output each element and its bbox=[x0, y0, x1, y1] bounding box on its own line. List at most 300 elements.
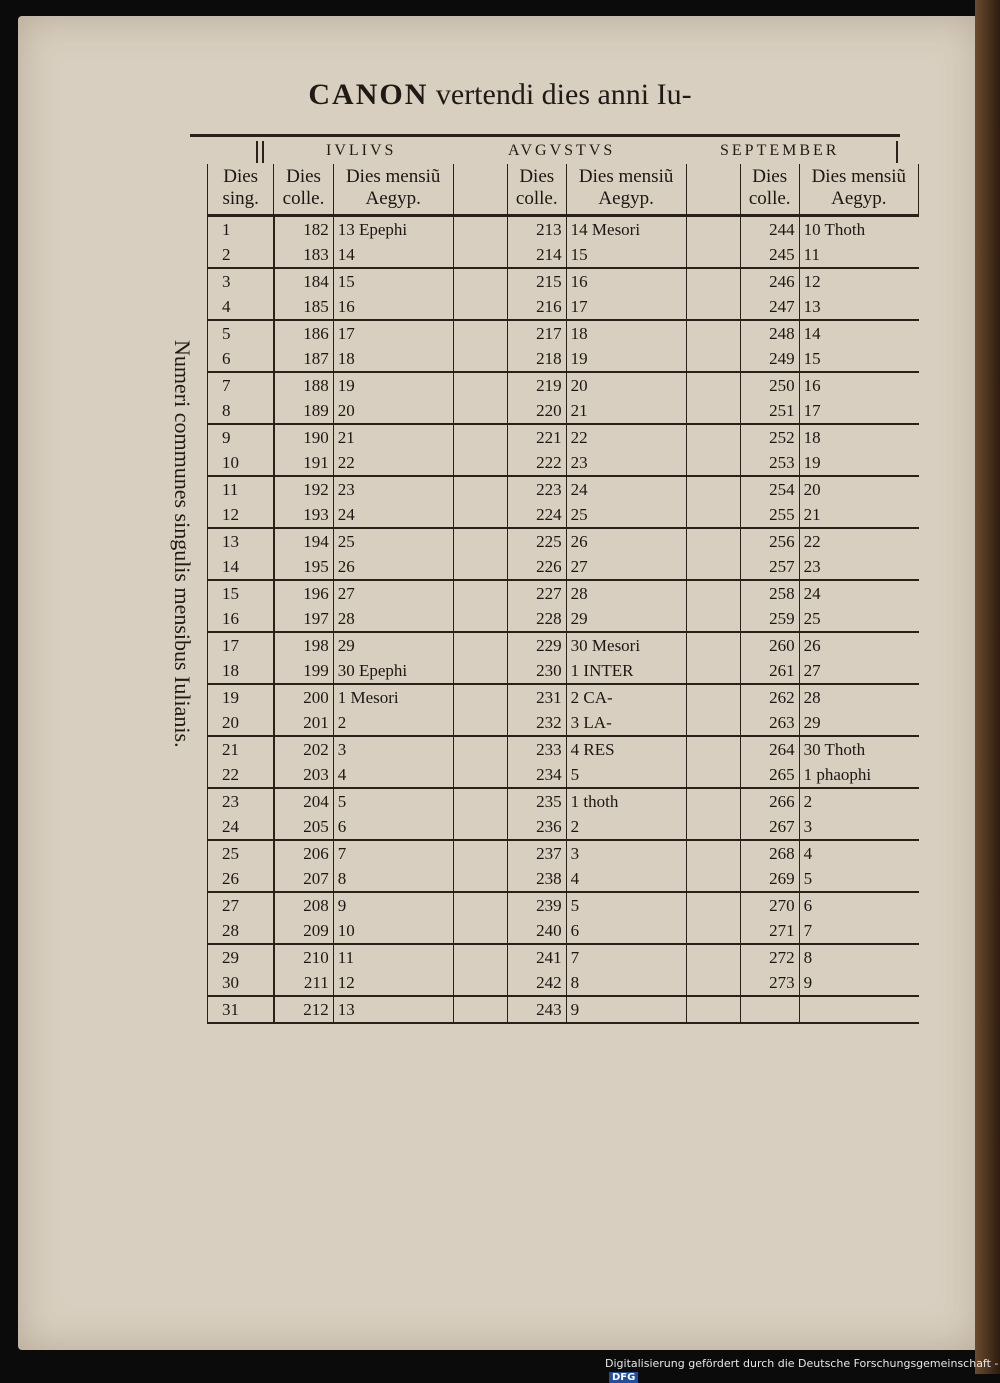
dies-sing-cell: 31 bbox=[208, 996, 274, 1023]
dies-colle-september-cell: 271 bbox=[740, 918, 799, 944]
dies-mensium-augustus-cell: 23 bbox=[566, 450, 686, 476]
dies-mensium-augustus-cell: 27 bbox=[566, 554, 686, 580]
gap-cell bbox=[686, 710, 740, 736]
gap-cell bbox=[453, 476, 507, 502]
gap-cell bbox=[453, 944, 507, 970]
dies-colle-augustus-cell: 221 bbox=[507, 424, 566, 450]
table-row bbox=[208, 684, 919, 710]
title-rest: vertendi dies anni Iu- bbox=[435, 78, 692, 111]
gap-cell bbox=[453, 242, 507, 268]
dies-sing-cell: 2 bbox=[208, 242, 274, 268]
dies-mensium-september-cell: 27 bbox=[799, 658, 918, 684]
dies-mensium-september-cell: 15 bbox=[799, 346, 918, 372]
dies-mensium-iulius-cell: 13 Epephi bbox=[333, 216, 453, 243]
gap-cell bbox=[453, 996, 507, 1023]
dies-colle-augustus-cell: 234 bbox=[507, 762, 566, 788]
dies-mensium-augustus-cell: 17 bbox=[566, 294, 686, 320]
dies-mensium-september-cell: 30 Thoth bbox=[799, 736, 918, 762]
dies-sing-cell: 18 bbox=[208, 658, 274, 684]
dies-mensium-september-cell: 23 bbox=[799, 554, 918, 580]
dies-mensium-augustus-cell: 3 bbox=[566, 840, 686, 866]
dies-colle-september-cell: 251 bbox=[740, 398, 799, 424]
table-row bbox=[208, 788, 919, 814]
dies-mensium-augustus-cell: 5 bbox=[566, 892, 686, 918]
dies-mensium-september-cell: 14 bbox=[799, 320, 918, 346]
dies-colle-iulius-cell: 198 bbox=[274, 632, 333, 658]
gap-cell bbox=[686, 268, 740, 294]
dies-mensium-iulius-cell: 20 bbox=[333, 398, 453, 424]
dies-colle-september-cell: 267 bbox=[740, 814, 799, 840]
dies-colle-augustus-cell: 232 bbox=[507, 710, 566, 736]
dies-colle-augustus-cell: 231 bbox=[507, 684, 566, 710]
table-row bbox=[208, 736, 919, 762]
dies-mensium-september-cell: 9 bbox=[799, 970, 918, 996]
dies-mensium-iulius-cell: 8 bbox=[333, 866, 453, 892]
gap-cell bbox=[453, 372, 507, 398]
dies-sing-cell: 22 bbox=[208, 762, 274, 788]
dies-colle-augustus-cell: 226 bbox=[507, 554, 566, 580]
gap-cell bbox=[686, 294, 740, 320]
gap-cell bbox=[686, 242, 740, 268]
dies-mensium-september-cell: 19 bbox=[799, 450, 918, 476]
table-row bbox=[208, 580, 919, 606]
dies-colle-september-cell: 254 bbox=[740, 476, 799, 502]
dies-mensium-augustus-cell: 14 Mesori bbox=[566, 216, 686, 243]
dies-colle-augustus-cell: 217 bbox=[507, 320, 566, 346]
dies-colle-september-cell: 260 bbox=[740, 632, 799, 658]
page-title bbox=[0, 78, 1000, 112]
table-row bbox=[208, 996, 919, 1023]
dies-mensium-iulius-cell: 7 bbox=[333, 840, 453, 866]
dies-mensium-iulius-cell: 26 bbox=[333, 554, 453, 580]
dies-mensium-september-cell: 24 bbox=[799, 580, 918, 606]
dies-sing-cell: 21 bbox=[208, 736, 274, 762]
dies-colle-september-cell: 264 bbox=[740, 736, 799, 762]
dies-mensium-iulius-cell: 22 bbox=[333, 450, 453, 476]
dies-colle-iulius-cell: 194 bbox=[274, 528, 333, 554]
gap-cell bbox=[453, 866, 507, 892]
gap-cell bbox=[686, 528, 740, 554]
dies-colle-september-cell: 246 bbox=[740, 268, 799, 294]
gap-cell bbox=[686, 450, 740, 476]
col-dies-mensium: Dies mensiũ Aegyp. bbox=[333, 164, 453, 216]
month-september: SEPTEMBER bbox=[720, 142, 840, 159]
dies-colle-september-cell: 261 bbox=[740, 658, 799, 684]
dies-colle-augustus-cell: 240 bbox=[507, 918, 566, 944]
dies-sing-cell: 6 bbox=[208, 346, 274, 372]
dies-colle-iulius-cell: 182 bbox=[274, 216, 333, 243]
dies-colle-iulius-cell: 186 bbox=[274, 320, 333, 346]
dies-mensium-iulius-cell: 9 bbox=[333, 892, 453, 918]
dies-mensium-iulius-cell: 17 bbox=[333, 320, 453, 346]
dies-colle-iulius-cell: 209 bbox=[274, 918, 333, 944]
dies-mensium-augustus-cell: 20 bbox=[566, 372, 686, 398]
footer-credit bbox=[605, 1357, 1000, 1383]
gap-cell bbox=[686, 346, 740, 372]
dies-mensium-augustus-cell: 7 bbox=[566, 944, 686, 970]
dies-colle-augustus-cell: 222 bbox=[507, 450, 566, 476]
dies-colle-september-cell: 244 bbox=[740, 216, 799, 243]
dies-mensium-september-cell: 18 bbox=[799, 424, 918, 450]
gap-cell bbox=[453, 450, 507, 476]
dies-mensium-iulius-cell: 19 bbox=[333, 372, 453, 398]
dies-mensium-iulius-cell: 3 bbox=[333, 736, 453, 762]
dies-sing-cell: 16 bbox=[208, 606, 274, 632]
dies-colle-augustus-cell: 227 bbox=[507, 580, 566, 606]
month-iulius: IVLIVS bbox=[326, 142, 397, 159]
dies-sing-cell: 14 bbox=[208, 554, 274, 580]
dies-mensium-iulius-cell: 10 bbox=[333, 918, 453, 944]
dies-mensium-iulius-cell: 1 Mesori bbox=[333, 684, 453, 710]
dies-mensium-september-cell: 25 bbox=[799, 606, 918, 632]
dies-mensium-september-cell: 28 bbox=[799, 684, 918, 710]
gap-cell bbox=[686, 762, 740, 788]
dies-sing-cell: 5 bbox=[208, 320, 274, 346]
dies-colle-september-cell: 265 bbox=[740, 762, 799, 788]
dies-colle-iulius-cell: 203 bbox=[274, 762, 333, 788]
dies-colle-iulius-cell: 210 bbox=[274, 944, 333, 970]
gap-cell bbox=[453, 658, 507, 684]
gap-cell bbox=[686, 372, 740, 398]
dies-mensium-september-cell: 20 bbox=[799, 476, 918, 502]
dies-colle-september-cell: 248 bbox=[740, 320, 799, 346]
table-row bbox=[208, 502, 919, 528]
col-gap bbox=[453, 164, 507, 216]
month-augustus: AVGVSTVS bbox=[508, 142, 616, 159]
month-divider bbox=[896, 141, 898, 163]
table-row bbox=[208, 242, 919, 268]
dies-colle-augustus-cell: 216 bbox=[507, 294, 566, 320]
dies-colle-iulius-cell: 201 bbox=[274, 710, 333, 736]
table-row bbox=[208, 866, 919, 892]
marginal-note: Numeri communes singulis mensibus Iulianis. bbox=[170, 340, 195, 748]
dies-mensium-iulius-cell: 30 Epephi bbox=[333, 658, 453, 684]
dies-sing-cell: 27 bbox=[208, 892, 274, 918]
dies-mensium-augustus-cell: 9 bbox=[566, 996, 686, 1023]
dies-sing-cell: 3 bbox=[208, 268, 274, 294]
gap-cell bbox=[453, 554, 507, 580]
gap-cell bbox=[453, 788, 507, 814]
dies-mensium-augustus-cell: 3 LA- bbox=[566, 710, 686, 736]
footer-text: Digitalisierung gefördert durch die Deutsche Forschungsgemeinschaft - bbox=[605, 1357, 999, 1370]
dies-colle-september-cell: 250 bbox=[740, 372, 799, 398]
dies-mensium-augustus-cell: 30 Mesori bbox=[566, 632, 686, 658]
dies-colle-augustus-cell: 223 bbox=[507, 476, 566, 502]
dies-colle-iulius-cell: 192 bbox=[274, 476, 333, 502]
table-row bbox=[208, 398, 919, 424]
gap-cell bbox=[453, 606, 507, 632]
dies-mensium-augustus-cell: 25 bbox=[566, 502, 686, 528]
table-row bbox=[208, 372, 919, 398]
dies-mensium-september-cell: 21 bbox=[799, 502, 918, 528]
dies-colle-iulius-cell: 199 bbox=[274, 658, 333, 684]
dies-mensium-augustus-cell: 5 bbox=[566, 762, 686, 788]
dies-mensium-iulius-cell: 14 bbox=[333, 242, 453, 268]
dies-sing-cell: 8 bbox=[208, 398, 274, 424]
dies-colle-augustus-cell: 243 bbox=[507, 996, 566, 1023]
gap-cell bbox=[686, 892, 740, 918]
dies-mensium-augustus-cell: 6 bbox=[566, 918, 686, 944]
dies-mensium-september-cell: 13 bbox=[799, 294, 918, 320]
table-row bbox=[208, 970, 919, 996]
dies-colle-iulius-cell: 184 bbox=[274, 268, 333, 294]
dies-mensium-september-cell bbox=[799, 996, 918, 1023]
table-row bbox=[208, 268, 919, 294]
dies-mensium-iulius-cell: 25 bbox=[333, 528, 453, 554]
dies-colle-september-cell: 253 bbox=[740, 450, 799, 476]
gap-cell bbox=[686, 944, 740, 970]
gap-cell bbox=[453, 502, 507, 528]
gap-cell bbox=[453, 710, 507, 736]
gap-cell bbox=[453, 736, 507, 762]
gap-cell bbox=[453, 892, 507, 918]
dies-colle-augustus-cell: 218 bbox=[507, 346, 566, 372]
dies-sing-cell: 20 bbox=[208, 710, 274, 736]
table-row bbox=[208, 476, 919, 502]
gap-cell bbox=[453, 632, 507, 658]
dies-colle-augustus-cell: 213 bbox=[507, 216, 566, 243]
dies-colle-augustus-cell: 233 bbox=[507, 736, 566, 762]
dies-mensium-augustus-cell: 8 bbox=[566, 970, 686, 996]
book-spine bbox=[975, 0, 1000, 1374]
table-row bbox=[208, 658, 919, 684]
dies-colle-september-cell: 268 bbox=[740, 840, 799, 866]
dies-sing-cell: 7 bbox=[208, 372, 274, 398]
gap-cell bbox=[686, 970, 740, 996]
gap-cell bbox=[686, 866, 740, 892]
dies-mensium-september-cell: 12 bbox=[799, 268, 918, 294]
dies-colle-september-cell: 252 bbox=[740, 424, 799, 450]
dies-mensium-iulius-cell: 2 bbox=[333, 710, 453, 736]
gap-cell bbox=[453, 424, 507, 450]
dies-colle-augustus-cell: 225 bbox=[507, 528, 566, 554]
gap-cell bbox=[686, 320, 740, 346]
gap-cell bbox=[686, 814, 740, 840]
gap-cell bbox=[686, 918, 740, 944]
dies-colle-augustus-cell: 219 bbox=[507, 372, 566, 398]
dies-colle-september-cell: 259 bbox=[740, 606, 799, 632]
dies-mensium-september-cell: 1 phaophi bbox=[799, 762, 918, 788]
dies-mensium-iulius-cell: 4 bbox=[333, 762, 453, 788]
dies-mensium-september-cell: 22 bbox=[799, 528, 918, 554]
dies-colle-augustus-cell: 215 bbox=[507, 268, 566, 294]
dies-colle-augustus-cell: 241 bbox=[507, 944, 566, 970]
dies-colle-augustus-cell: 230 bbox=[507, 658, 566, 684]
dies-colle-september-cell: 266 bbox=[740, 788, 799, 814]
dies-mensium-augustus-cell: 1 INTER bbox=[566, 658, 686, 684]
table-row bbox=[208, 918, 919, 944]
dies-sing-cell: 29 bbox=[208, 944, 274, 970]
dies-sing-cell: 4 bbox=[208, 294, 274, 320]
dies-sing-cell: 12 bbox=[208, 502, 274, 528]
dies-sing-cell: 11 bbox=[208, 476, 274, 502]
col-gap bbox=[686, 164, 740, 216]
month-divider bbox=[262, 141, 264, 163]
dies-mensium-augustus-cell: 29 bbox=[566, 606, 686, 632]
gap-cell bbox=[686, 736, 740, 762]
dies-colle-iulius-cell: 205 bbox=[274, 814, 333, 840]
dies-mensium-september-cell: 10 Thoth bbox=[799, 216, 918, 243]
dies-colle-iulius-cell: 197 bbox=[274, 606, 333, 632]
gap-cell bbox=[453, 320, 507, 346]
dies-colle-iulius-cell: 195 bbox=[274, 554, 333, 580]
table-row bbox=[208, 892, 919, 918]
dies-mensium-augustus-cell: 18 bbox=[566, 320, 686, 346]
dies-colle-september-cell: 273 bbox=[740, 970, 799, 996]
dies-colle-augustus-cell: 237 bbox=[507, 840, 566, 866]
dies-colle-iulius-cell: 206 bbox=[274, 840, 333, 866]
gap-cell bbox=[686, 788, 740, 814]
dies-colle-iulius-cell: 208 bbox=[274, 892, 333, 918]
dies-mensium-iulius-cell: 5 bbox=[333, 788, 453, 814]
dies-colle-september-cell: 256 bbox=[740, 528, 799, 554]
dies-mensium-augustus-cell: 19 bbox=[566, 346, 686, 372]
dies-colle-iulius-cell: 212 bbox=[274, 996, 333, 1023]
canon-table bbox=[207, 164, 919, 1024]
dies-mensium-iulius-cell: 16 bbox=[333, 294, 453, 320]
table-row bbox=[208, 216, 919, 243]
dies-mensium-september-cell: 8 bbox=[799, 944, 918, 970]
dies-colle-iulius-cell: 183 bbox=[274, 242, 333, 268]
dies-mensium-augustus-cell: 22 bbox=[566, 424, 686, 450]
gap-cell bbox=[453, 580, 507, 606]
dies-colle-september-cell: 249 bbox=[740, 346, 799, 372]
gap-cell bbox=[453, 294, 507, 320]
col-dies-mensium: Dies mensiũ Aegyp. bbox=[799, 164, 918, 216]
dies-sing-cell: 30 bbox=[208, 970, 274, 996]
dies-mensium-iulius-cell: 13 bbox=[333, 996, 453, 1023]
dies-sing-cell: 19 bbox=[208, 684, 274, 710]
dies-mensium-iulius-cell: 24 bbox=[333, 502, 453, 528]
gap-cell bbox=[686, 840, 740, 866]
dies-mensium-september-cell: 2 bbox=[799, 788, 918, 814]
dies-mensium-september-cell: 17 bbox=[799, 398, 918, 424]
gap-cell bbox=[686, 684, 740, 710]
dies-mensium-augustus-cell: 15 bbox=[566, 242, 686, 268]
column-header-row bbox=[208, 164, 919, 216]
dies-colle-iulius-cell: 200 bbox=[274, 684, 333, 710]
gap-cell bbox=[453, 970, 507, 996]
gap-cell bbox=[686, 424, 740, 450]
dies-mensium-augustus-cell: 2 CA- bbox=[566, 684, 686, 710]
col-dies-colle: Dies colle. bbox=[274, 164, 333, 216]
dies-colle-iulius-cell: 189 bbox=[274, 398, 333, 424]
dies-mensium-augustus-cell: 24 bbox=[566, 476, 686, 502]
dies-colle-september-cell: 257 bbox=[740, 554, 799, 580]
dies-colle-augustus-cell: 224 bbox=[507, 502, 566, 528]
dies-sing-cell: 10 bbox=[208, 450, 274, 476]
dies-sing-cell: 15 bbox=[208, 580, 274, 606]
gap-cell bbox=[453, 346, 507, 372]
dies-colle-augustus-cell: 214 bbox=[507, 242, 566, 268]
dies-sing-cell: 13 bbox=[208, 528, 274, 554]
dies-colle-iulius-cell: 202 bbox=[274, 736, 333, 762]
dies-mensium-september-cell: 29 bbox=[799, 710, 918, 736]
dies-colle-september-cell: 262 bbox=[740, 684, 799, 710]
dies-mensium-iulius-cell: 12 bbox=[333, 970, 453, 996]
dies-colle-september-cell: 270 bbox=[740, 892, 799, 918]
gap-cell bbox=[453, 528, 507, 554]
dies-colle-augustus-cell: 242 bbox=[507, 970, 566, 996]
table-row bbox=[208, 710, 919, 736]
col-dies-colle: Dies colle. bbox=[507, 164, 566, 216]
dies-colle-iulius-cell: 190 bbox=[274, 424, 333, 450]
table-row bbox=[208, 632, 919, 658]
dies-mensium-augustus-cell: 4 bbox=[566, 866, 686, 892]
dies-mensium-september-cell: 4 bbox=[799, 840, 918, 866]
gap-cell bbox=[453, 918, 507, 944]
dies-mensium-iulius-cell: 23 bbox=[333, 476, 453, 502]
month-header-row bbox=[190, 134, 900, 167]
dies-colle-iulius-cell: 187 bbox=[274, 346, 333, 372]
gap-cell bbox=[686, 632, 740, 658]
dies-colle-iulius-cell: 204 bbox=[274, 788, 333, 814]
table-row bbox=[208, 294, 919, 320]
dies-colle-iulius-cell: 193 bbox=[274, 502, 333, 528]
dies-colle-iulius-cell: 188 bbox=[274, 372, 333, 398]
dies-mensium-iulius-cell: 15 bbox=[333, 268, 453, 294]
gap-cell bbox=[686, 476, 740, 502]
dies-mensium-september-cell: 5 bbox=[799, 866, 918, 892]
gap-cell bbox=[453, 762, 507, 788]
table-row bbox=[208, 554, 919, 580]
dies-colle-september-cell: 245 bbox=[740, 242, 799, 268]
dies-colle-september-cell: 263 bbox=[740, 710, 799, 736]
gap-cell bbox=[686, 502, 740, 528]
dies-colle-september-cell: 269 bbox=[740, 866, 799, 892]
gap-cell bbox=[453, 814, 507, 840]
gap-cell bbox=[453, 268, 507, 294]
table-row bbox=[208, 424, 919, 450]
table-row bbox=[208, 944, 919, 970]
dies-sing-cell: 23 bbox=[208, 788, 274, 814]
table-row bbox=[208, 840, 919, 866]
dies-mensium-iulius-cell: 18 bbox=[333, 346, 453, 372]
table-row bbox=[208, 450, 919, 476]
dies-colle-september-cell bbox=[740, 996, 799, 1023]
dies-mensium-iulius-cell: 11 bbox=[333, 944, 453, 970]
gap-cell bbox=[453, 398, 507, 424]
month-divider bbox=[256, 141, 258, 163]
dies-mensium-iulius-cell: 21 bbox=[333, 424, 453, 450]
gap-cell bbox=[453, 684, 507, 710]
dies-mensium-september-cell: 26 bbox=[799, 632, 918, 658]
dies-colle-augustus-cell: 229 bbox=[507, 632, 566, 658]
dies-colle-iulius-cell: 211 bbox=[274, 970, 333, 996]
dies-mensium-augustus-cell: 1 thoth bbox=[566, 788, 686, 814]
dies-colle-iulius-cell: 191 bbox=[274, 450, 333, 476]
gap-cell bbox=[686, 580, 740, 606]
dies-colle-september-cell: 258 bbox=[740, 580, 799, 606]
dies-sing-cell: 1 bbox=[208, 216, 274, 243]
dies-colle-iulius-cell: 185 bbox=[274, 294, 333, 320]
dies-colle-augustus-cell: 238 bbox=[507, 866, 566, 892]
gap-cell bbox=[686, 658, 740, 684]
gap-cell bbox=[686, 996, 740, 1023]
dies-colle-augustus-cell: 239 bbox=[507, 892, 566, 918]
table-row bbox=[208, 814, 919, 840]
gap-cell bbox=[686, 554, 740, 580]
dies-mensium-augustus-cell: 2 bbox=[566, 814, 686, 840]
table-row bbox=[208, 320, 919, 346]
dies-mensium-september-cell: 7 bbox=[799, 918, 918, 944]
dies-colle-september-cell: 255 bbox=[740, 502, 799, 528]
dies-mensium-iulius-cell: 29 bbox=[333, 632, 453, 658]
col-dies-sing: Dies sing. bbox=[208, 164, 274, 216]
dies-mensium-iulius-cell: 28 bbox=[333, 606, 453, 632]
col-dies-mensium: Dies mensiũ Aegyp. bbox=[566, 164, 686, 216]
dies-colle-augustus-cell: 235 bbox=[507, 788, 566, 814]
